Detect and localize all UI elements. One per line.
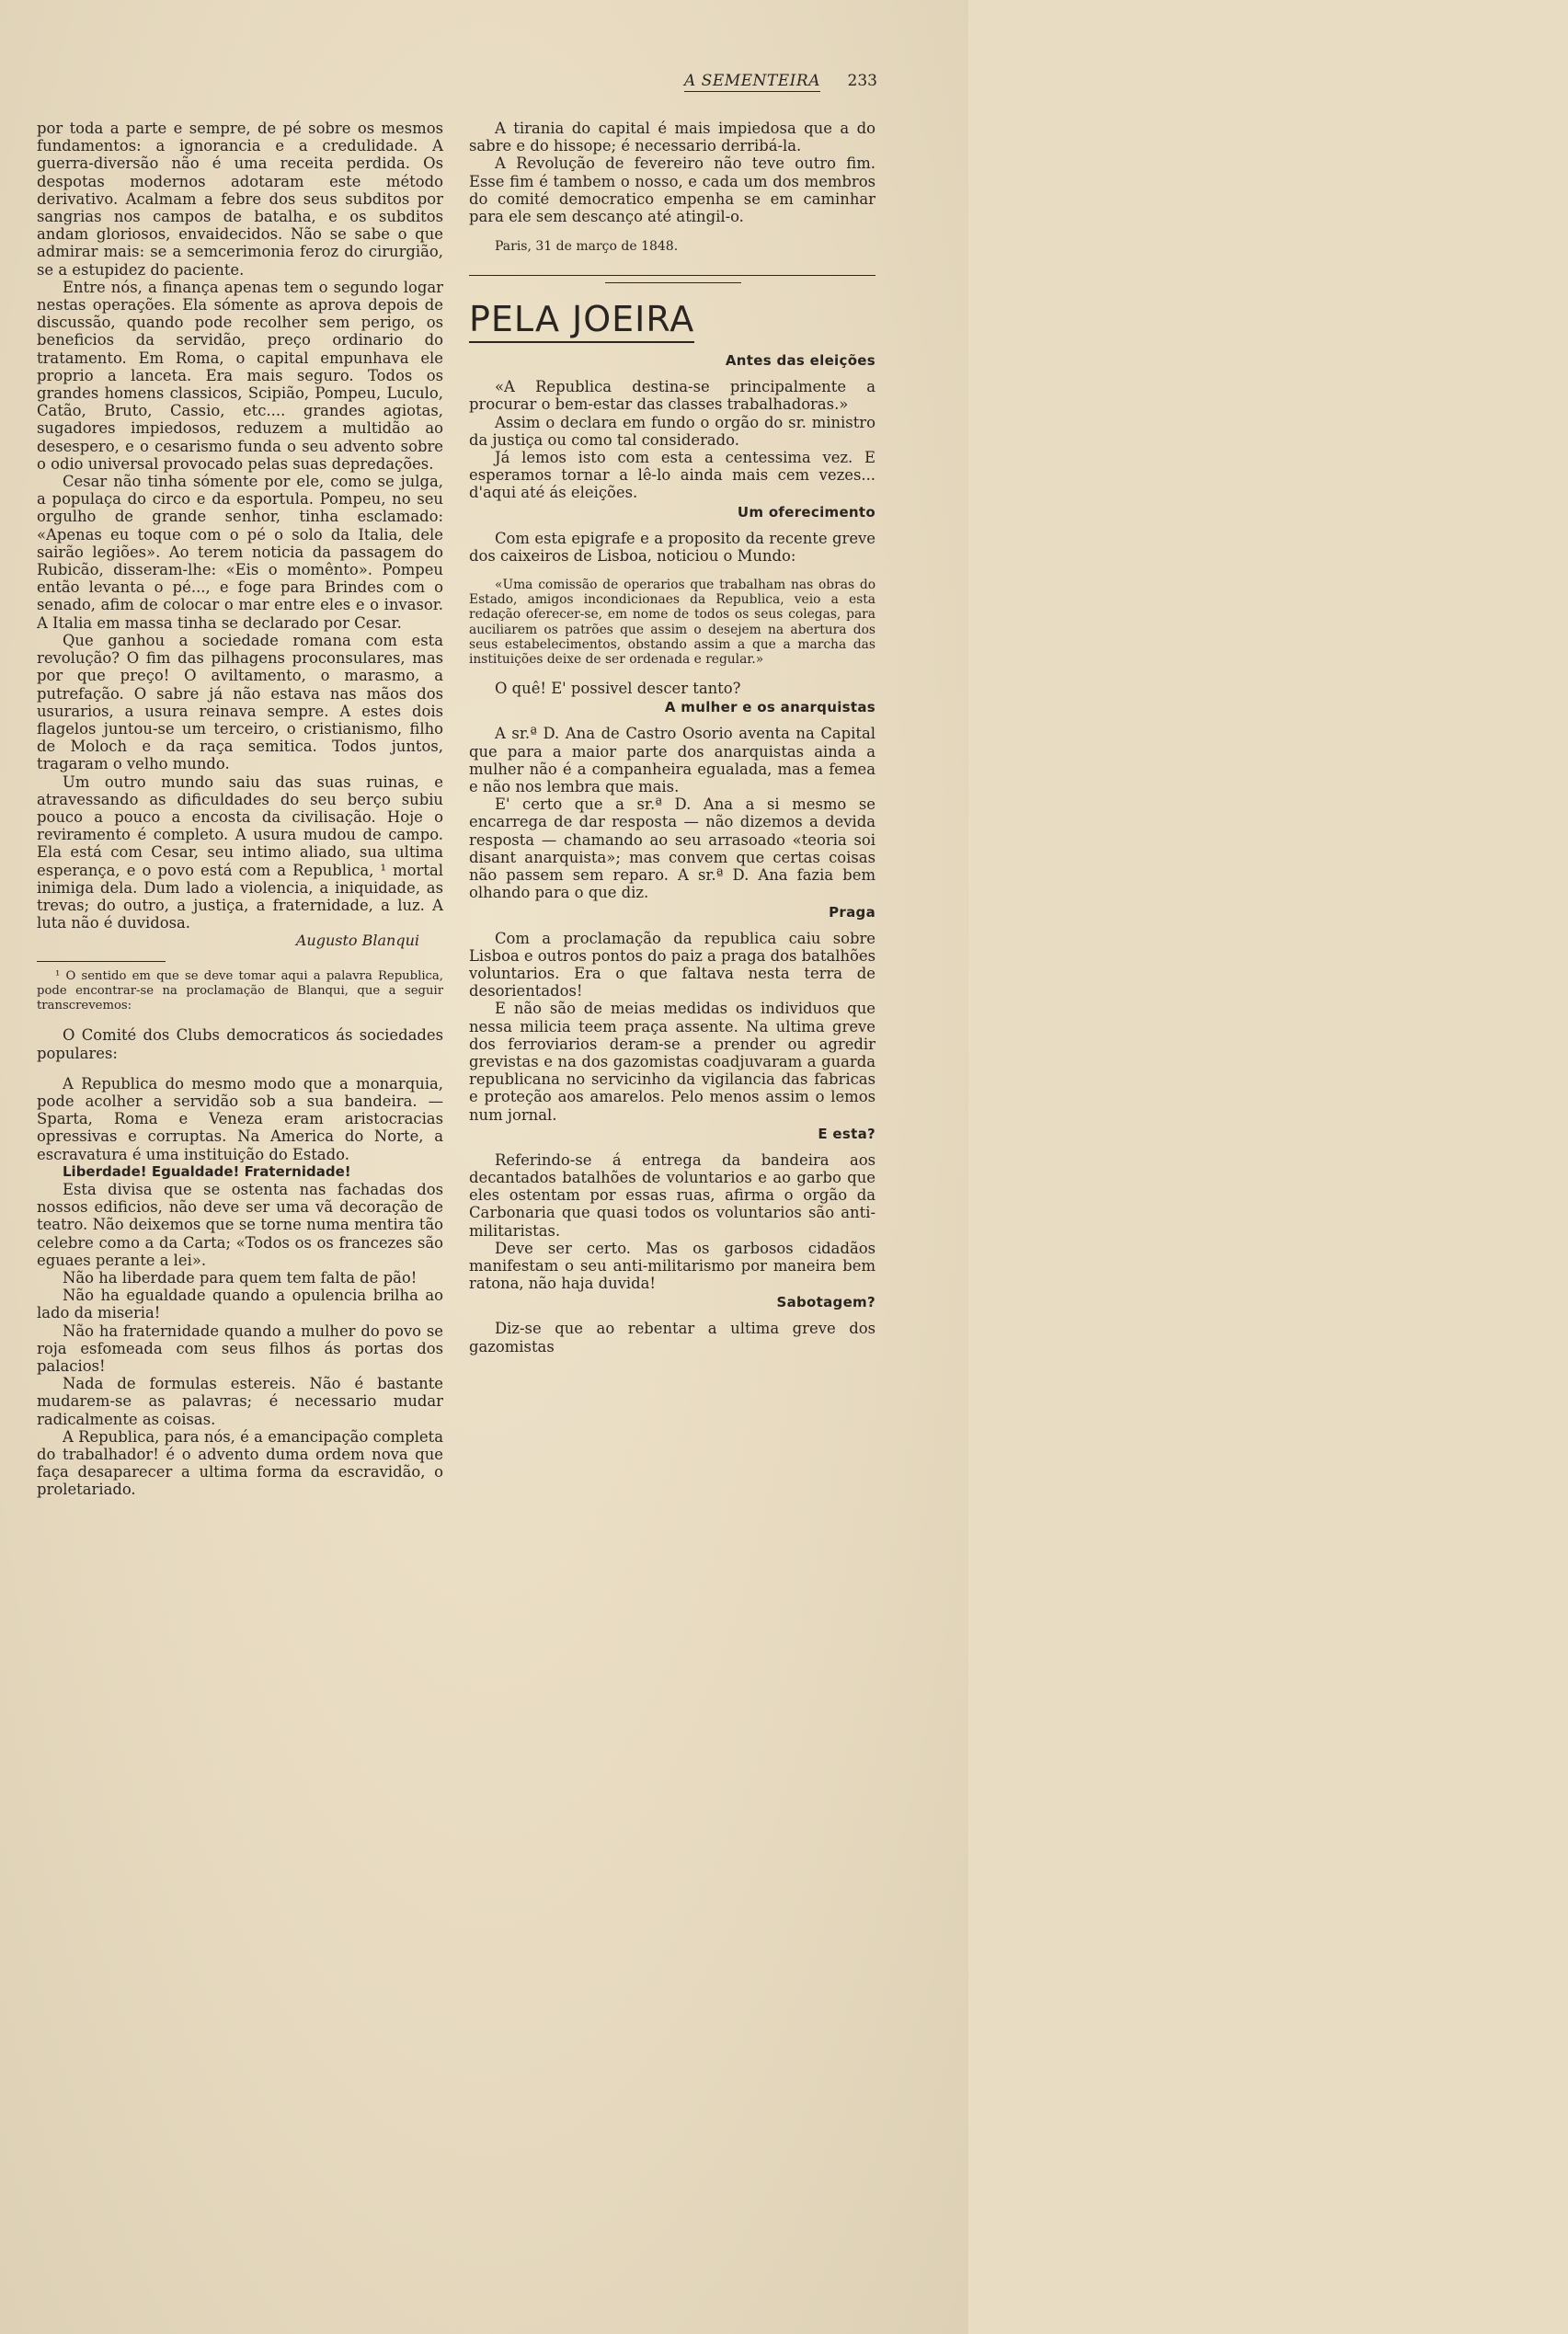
paragraph: Um outro mundo saiu das suas ruinas, e atravessando as dificuldades do seu berço subiu pouco a pouco a encosta da civilisação. Hoje o reviramento é completo. A usura mudou de campo. Ela está com Cesar, seu intimo aliado, sua ultima esperança, e o povo está com a Republica, ¹ mortal inimiga dela. Dum lado a violencia, a iniquidade, as trevas; do outro, a justiça, a fraternidade, a luz. A luta não é duvidosa. xyxy=(37,772,443,932)
paragraph: Com esta epigrafe e a proposito da recente greve dos caixeiros de Lisboa, noticiou o Mundo: xyxy=(469,529,876,565)
right-column xyxy=(469,120,876,1356)
left-column xyxy=(37,120,443,1499)
paragraph: O quê! E' possivel descer tanto? xyxy=(495,680,741,698)
motto: Liberdade! Egualdade! Fraternidade! xyxy=(63,1162,351,1180)
paragraph: A Republica, para nós, é a emancipação completa do trabalhador! é o advento duma ordem nova que faça desaparecer a ultima forma da escravidão, o proletariado. xyxy=(37,1427,443,1499)
subheading: Um oferecimento xyxy=(737,503,876,521)
paragraph: por toda a parte e sempre, de pé sobre os mesmos fundamentos: a ignorancia e a credulidade. A guerra-diversão não é uma receita perdida. Os despotas modernos adotaram este método derivativo. Acalmam a febre dos seus subditos por sangrias nos campos de batalha, e os subditos andam gloriosos, envaidecidos. Não se sabe o que admirar mais: se a semcerimonia feroz do cirurgião, se a estupidez do paciente. xyxy=(37,120,443,279)
paragraph: Com a proclamação da republica caiu sobre Lisboa e outros pontos do paiz a praga dos batalhões voluntarios. Era o que faltava nesta terra de desorientados! xyxy=(469,929,876,1001)
paragraph: Nada de formulas estereis. Não é bastante mudarem-se as palavras; é necessario mudar radicalmente as coisas. xyxy=(37,1375,443,1428)
author-signature: Augusto Blanqui xyxy=(295,932,419,950)
paragraph: Esta divisa que se ostenta nas fachadas dos nossos edificios, não deve ser uma vã decoração de teatro. Não deixemos que se torne numa mentira tão celebre como a da Carta; «Todos os os francezes são eguaes perante a lei». xyxy=(37,1180,443,1269)
subheading: Praga xyxy=(829,903,876,921)
running-title: A SEMENTEIRA xyxy=(684,72,820,90)
paragraph: A sr.ª D. Ana de Castro Osorio aventa na Capital que para a maior parte dos anarquistas ainda a mulher não é a companheira egualada, mas a femea e não nos lembra que mais. xyxy=(469,725,876,796)
paragraph: E não são de meias medidas os individuos que nessa milicia teem praça assente. Na ultima greve dos ferroviarios deram-se a prender ou agredir grevistas e na dos gazomistas coadjuvaram a guarda republicana no servicinho da vigilancia das fabricas e proteção aos amarelos. Pelo menos assim o lemos num jornal. xyxy=(469,1000,876,1124)
subheading: Sabotagem? xyxy=(776,1294,876,1311)
paragraph: A Republica do mesmo modo que a monarquia, pode acolher a servidão sob a sua bandeira. — Sparta, Roma e Veneza eram aristocracias opressivas e corruptas. Na America do Norte, a escravatura é uma instituição do Estado. xyxy=(37,1074,443,1163)
paragraph: Cesar não tinha sómente por ele, como se julga, a populaça do circo e da esportula. Pompeu, no seu orgulho de grande senhor, tinha esclamado: «Apenas eu toque com o pé o solo da Italia, dele sairão legiões». Ao terem noticia da passagem do Rubicão, disseram-lhe: «Eis o momênto». Pompeu então levanta o pé..., e foge para Brindes com o senado, afim de colocar o mar entre eles e o invasor. A Italia em massa tinha se declarado por Cesar. xyxy=(37,473,443,632)
paragraph: Assim o declara em fundo o orgão do sr. ministro da justiça ou como tal considerado. xyxy=(469,413,876,449)
paragraph: Diz-se que ao rebentar a ultima greve dos gazomistas xyxy=(469,1320,876,1356)
page-header xyxy=(684,72,877,96)
page-number: 233 xyxy=(847,72,877,90)
quotation: «Uma comissão de operarios que trabalham nas obras do Estado, amigos incondicionaes da Republica, veio a esta redação oferecer-se, em nome de todos os seus colegas, para auciliarem os patrões que assim o desejem na abertura dos seus estabelecimentos, obstando assim a que a marcha das instituições deixe de ser ordenada e regular.» xyxy=(469,578,876,668)
footnote: ¹ O sentido em que se deve tomar aqui a palavra Republica, pode encontrar-se na proclamação de Blanqui, que a seguir transcrevemos: xyxy=(37,969,443,1013)
paragraph: Já lemos isto com esta a centessima vez. E esperamos tornar a lê-lo ainda mais cem vezes... d'aqui até ás eleições. xyxy=(469,449,876,502)
paragraph: Não ha liberdade para quem tem falta de pão! xyxy=(63,1268,418,1287)
section-title: PELA JOEIRA xyxy=(469,299,694,343)
decorative-rule xyxy=(469,268,876,292)
paragraph: Referindo-se á entrega da bandeira aos decantados batalhões de voluntarios e ao garbo que eles ostentam por essas ruas, afirma o orgão da Carbonaria que quasi todos os voluntarios são anti-militaristas. xyxy=(469,1150,876,1240)
paragraph: A Revolução de fevereiro não teve outro fim. Esse fim é tambem o nosso, e cada um dos membros do comité democratico empenha se em caminhar para ele sem descanço até atingil-o. xyxy=(469,154,876,226)
paragraph: E' certo que a sr.ª D. Ana a si mesmo se encarrega de dar resposta — não dizemos a devida resposta — chamando ao seu arrasoado «teoria soi disant anarquista»; mas convem que certas coisas não passem sem reparo. A sr.ª D. Ana fazia bem olhando para o que diz. xyxy=(469,795,876,902)
paragraph: «A Republica destina-se principalmente a procurar o bem-estar das classes trabalhadoras.» xyxy=(469,378,876,414)
subheading: A mulher e os anarquistas xyxy=(664,699,876,716)
paragraph: Entre nós, a finança apenas tem o segundo logar nestas operações. Ela sómente as aprova depois de discussão, quando pode recolher sem perigo, os beneficios da servidão, preço ordinario do tratamento. Em Roma, o capital empunhava ele proprio a lanceta. Era mais seguro. Todos os grandes homens classicos, Scipião, Pompeu, Luculo, Catão, Bruto, Cassio, etc.... grandes agiotas, sugadores impiedosos, reduzem a multidão ao desespero, e o cesarismo funda o seu advento sobre o odio universal provocado pelas suas depredações. xyxy=(37,278,443,473)
dateline: Paris, 31 de março de 1848. xyxy=(495,239,679,255)
paragraph: Que ganhou a sociedade romana com esta revolução? O fim das pilhagens proconsulares, mas por que preço! O aviltamento, o marasmo, a putrefação. O sabre já não estava nas mãos dos usurarios, a usura reinava sempre. A estes dois flagelos juntou-se um terceiro, o cristianismo, filho de Moloch e da raça semitica. Todos juntos, tragaram o velho mundo. xyxy=(37,631,443,773)
subheading: E esta? xyxy=(818,1125,876,1142)
subheading: Antes das eleições xyxy=(725,352,876,370)
paragraph: A tirania do capital é mais impiedosa que a do sabre e do hissope; é necessario derribá-la. xyxy=(469,120,876,155)
footnote-rule xyxy=(37,961,166,962)
paragraph: Não ha egualdade quando a opulencia brilha ao lado da miseria! xyxy=(37,1287,443,1322)
paragraph: O Comité dos Clubs democraticos ás sociedades populares: xyxy=(37,1026,443,1062)
paragraph: Não ha fraternidade quando a mulher do povo se roja esfomeada com seus filhos ás portas dos palacios! xyxy=(37,1321,443,1375)
paragraph: Deve ser certo. Mas os garbosos cidadãos manifestam o seu anti-militarismo por maneira bem ratona, não haja duvida! xyxy=(469,1239,876,1293)
